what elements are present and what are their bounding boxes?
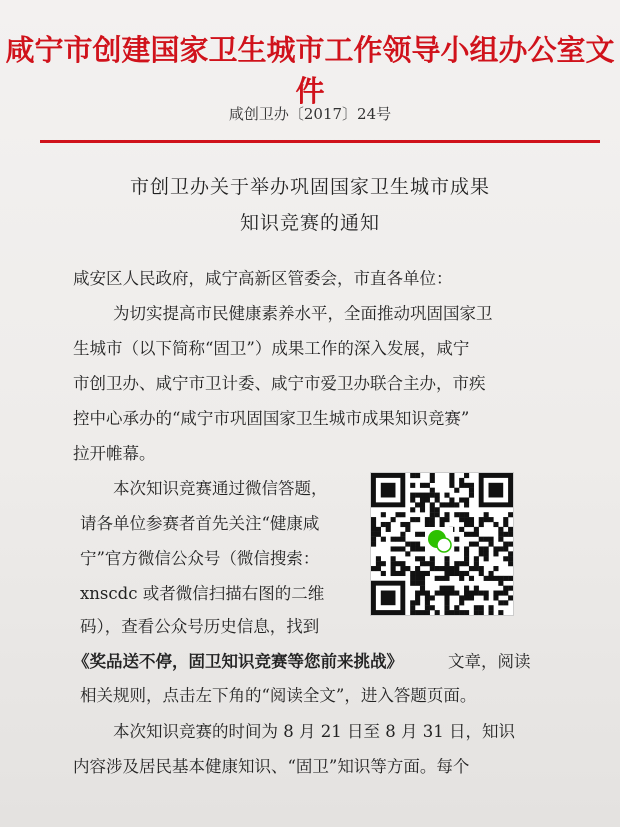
paragraph-2-line-3: 宁”官方微信公众号（微信搜索： <box>80 549 320 568</box>
paragraph-1-line-5: 拉开帷幕。 <box>73 444 156 463</box>
document-header-title: 咸宁市创建国家卫生城市工作领导小组办公室文件 <box>5 33 615 108</box>
paragraph-2-last-line: 相关规则，点击左下角的“阅读全文”，进入答题页面。 <box>80 686 477 705</box>
paragraph-2-line-4: xnscdc 或者微信扫描右图的二维 <box>80 584 325 603</box>
paragraph-1-line-3: 市创卫办、咸宁市卫计委、咸宁市爱卫办联合主办，市疾 <box>73 374 486 393</box>
paragraph-2-line-1: 本次知识竞赛通过微信答题， <box>113 479 328 498</box>
paragraph-1-line-2: 生城市（以下简称“固卫”）成果工作的深入发展，咸宁 <box>73 339 470 358</box>
notice-title-line-2: 知识竞赛的通知 <box>239 212 380 234</box>
paragraph-3-line-1: 本次知识竞赛的时间为 8 月 21 日至 8 月 31 日，知识 <box>113 722 515 741</box>
qr-code-graphic <box>371 473 513 615</box>
paragraph-1-line-4: 控中心承办的“咸宁市巩固国家卫生城市成果知识竞赛” <box>73 409 470 428</box>
salutation: 咸安区人民政府，咸宁高新区管委会，市直各单位： <box>73 269 453 288</box>
notice-title-line-1: 市创卫办关于举办巩固国家卫生城市成果 <box>129 176 490 198</box>
article-title: 《奖品送不停，固卫知识竞赛等您前来挑战》 <box>73 652 403 671</box>
paragraph-2-line-5: 码），查看公众号历史信息，找到 <box>80 617 320 636</box>
wechat-qr-code-icon <box>370 472 514 616</box>
paragraph-2-article-suffix: 文章，阅读 <box>448 652 531 671</box>
header-red-rule <box>40 140 600 143</box>
paragraph-2-line-2: 请各单位参赛者首先关注“健康咸 <box>80 514 320 533</box>
document-number: 咸创卫办〔2017〕24号 <box>228 105 392 123</box>
paragraph-3-line-2: 内容涉及居民基本健康知识、“固卫”知识等方面。每个 <box>73 757 470 776</box>
paragraph-1-line-1: 为切实提高市民健康素养水平，全面推动巩固国家卫 <box>113 304 493 323</box>
